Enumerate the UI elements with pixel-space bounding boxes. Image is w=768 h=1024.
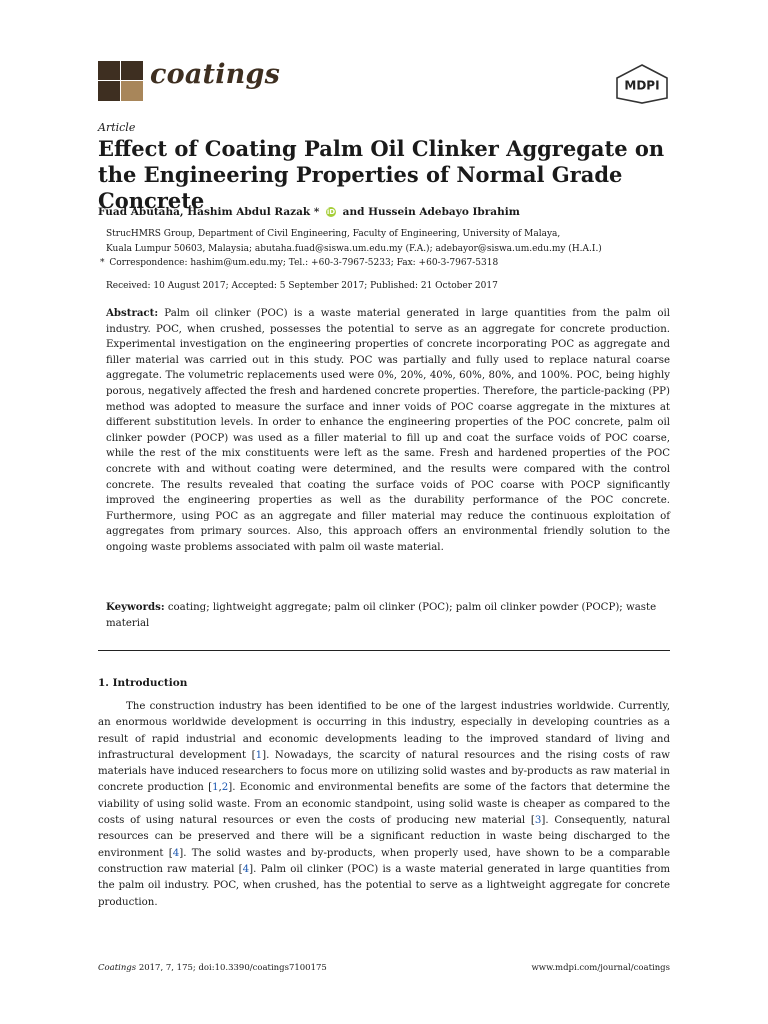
abstract [106, 306, 670, 556]
journal-logo-icon [98, 61, 143, 101]
keywords [106, 600, 670, 631]
intro-text: ]. Consequently, natural resources can be preserved and there will be a significant reduction in waste being discharged to the environment [ [98, 815, 671, 859]
footer-citation-text: 2017, 7, 175; doi:10.3390/coatings7100175 [138, 963, 327, 973]
publication-dates: Received: 10 August 2017; Accepted: 5 September 2017; Published: 21 October 2017 [106, 281, 498, 291]
correspondence-text: Correspondence: hashim@um.edu.my; Tel.: +60-3-7967-5233; Fax: +60-3-7967-5318 [109, 258, 499, 268]
citation-link[interactable]: 2 [221, 782, 229, 794]
publisher-name: MDPI [624, 78, 660, 93]
author-list [98, 206, 678, 218]
citation-link[interactable]: 4 [242, 863, 250, 875]
intro-text: ]. Nowadays, the scarcity of natural resources and the rising costs of raw materials have induced researchers to focus more on utilizing solid wastes and by-products as raw material in concrete production [ [98, 749, 670, 794]
citation-link[interactable]: 4 [172, 847, 180, 859]
keywords-label: Keywords: [106, 601, 165, 613]
intro-text: ]. The solid wastes and by-products, when properly used, have shown to be a comparable construction raw material [ [98, 847, 670, 875]
affiliation-block [100, 227, 676, 271]
orcid-icon[interactable]: iD [326, 208, 336, 216]
citation-link[interactable]: 3 [534, 815, 542, 827]
article-type: Article [98, 121, 136, 134]
affiliation-line-2: Kuala Lumpur 50603, Malaysia; abutaha.fuad@siswa.um.edu.my (F.A.); adebayor@siswa.um.edu.my (H.A.I.) [106, 243, 602, 254]
journal-name: coatings [150, 59, 280, 90]
abstract-label: Abstract: [106, 307, 159, 319]
article-title: Effect of Coating Palm Oil Clinker Aggregate on the Engineering Properties of Normal Grade Concrete [98, 136, 665, 213]
footer-citation [98, 963, 327, 973]
authors-part-2: and Hussein Adebayo Ibrahim [342, 206, 520, 218]
abstract-text: Palm oil clinker (POC) is a waste material generated in large quantities from the palm oil industry. POC, when crushed, possesses the potential to serve as an aggregate for concrete production. Experimental investigation on the engineering properties of concrete incorporating POC as aggregate and filler material was carried out in this study. POC was partially and fully used to replace natural coarse aggregate. The volumetric replacements used were 0%, 20%, 40%, 60%, 80%, and 100%. POC, being highly porous, negatively affected the fresh and hardened concrete properties. Therefore, the particle-packing (PP) method was adopted to measure the surface and inner voids of POC coarse aggregate in the mixtures at different substitution levels. In order to enhance the engineering properties of the POC concrete, palm oil clinker powder (POCP) was used as a filler material to fill up and coat the surface voids of POC coarse, while the rest of the mix constituents were left as the same. Fresh and hardened properties of the POC concrete with and without coating were determined, and the results were compared with the control concrete. The results revealed that coating the surface voids of POC coarse with POCP significantly improved the engineering properties as well as the durability performance of the POC concrete. Furthermore, using POC as an aggregate and filler material may reduce the continuous exploitation of aggregates from primary sources. Also, this approach offers an environmental friendly solution to the ongoing waste problems associated with palm oil waste material. [106, 308, 671, 553]
publisher-logo [614, 64, 670, 104]
section-divider [98, 650, 670, 651]
intro-text: The construction industry has been identified to be one of the largest industries worldwide. Currently, an enormous worldwide development is occurring in this industry, especially in developing countries as a result of rapid industrial and economic developments leading to the improved standard of living and infrastructural development [ [98, 701, 670, 761]
intro-text: , [218, 782, 222, 794]
affiliation-line-1: StrucHMRS Group, Department of Civil Engineering, Faculty of Engineering, University of Malaya, [106, 229, 561, 239]
correspondence-line [100, 256, 676, 271]
footer-url[interactable]: www.mdpi.com/journal/coatings [531, 963, 670, 973]
correspondence-marker: * [100, 258, 105, 268]
citation-link[interactable]: 1 [255, 749, 263, 761]
introduction-paragraph [98, 699, 670, 911]
intro-text: ]. Palm oil clinker (POC) is a waste material generated in large quantities from the palm oil industry. POC, when crushed, has the potential to serve as a lightweight aggregate for concrete production. [98, 863, 670, 908]
citation-link[interactable]: 1 [212, 782, 219, 794]
section-heading-introduction: 1. Introduction [98, 677, 188, 689]
footer-journal: Coatings [98, 963, 137, 973]
authors-part-1: Fuad Abutaha, Hashim Abdul Razak * [98, 206, 320, 218]
intro-text: ]. Economic and environmental benefits are some of the factors that determine the viability of using solid waste. From an economic standpoint, using solid waste is cheaper as compared to the costs of using natural resources or even the costs of producing new material [ [98, 782, 670, 827]
keywords-text: coating; lightweight aggregate; palm oil clinker (POC); palm oil clinker powder (POCP); waste material [106, 602, 657, 629]
